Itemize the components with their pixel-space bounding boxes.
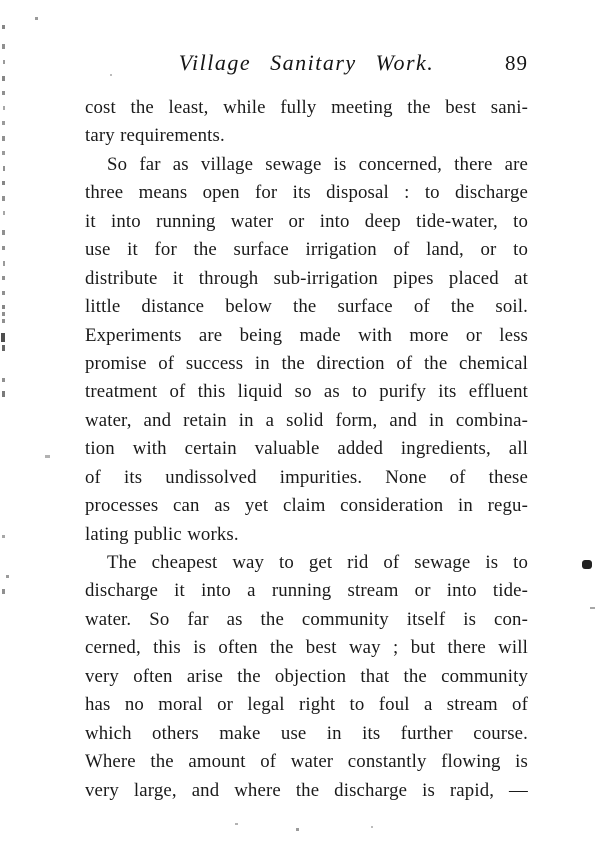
text-line: cerned, this is often the best way ; but there will [85,637,528,659]
scan-speck [2,291,5,295]
scan-speck [2,305,5,309]
text-line: So far as village sewage is concerned, there are [107,153,528,175]
text-line: processes can as yet claim consideration in regu- [85,495,528,517]
running-head [85,50,528,84]
ink-blot [582,560,592,569]
scan-speck [3,106,5,110]
scan-speck [2,391,5,397]
scan-speck [3,60,5,64]
scan-speck [2,319,5,323]
scan-speck [2,230,5,235]
text-line: treatment of this liquid so as to purify its effluent [85,381,528,403]
scan-speck [2,535,5,538]
text-line: which others make use in its further course. [85,722,528,744]
page-number: 89 [505,51,528,75]
text-line: three means open for its disposal : to discharge [85,182,528,204]
scan-speck [2,121,5,125]
text-line: very large, and where the discharge is rapid, — [85,779,528,801]
scan-speck [3,211,5,215]
text-line: lating public works. [85,523,239,545]
scan-speck [371,826,373,828]
scan-speck [2,246,5,250]
scan-speck [2,345,5,351]
text-line: has no moral or legal right to foul a stream of [85,694,528,716]
text-line: Experiments are being made with more or less [85,324,528,346]
scan-speck [2,76,5,81]
scan-speck [35,17,38,20]
scan-speck [235,823,238,825]
text-line: tary requirements. [85,125,225,147]
scan-speck [2,44,5,49]
text-line: water. So far as the community itself is con- [85,608,528,630]
text-line: it into running water or into deep tide-water, to [85,210,528,232]
text-line: tion with certain valuable added ingredients, all [85,438,528,460]
scan-speck [3,261,5,266]
scan-speck [590,607,595,609]
text-line: very often arise the objection that the community [85,665,528,687]
scan-speck [2,151,5,155]
text-line: discharge it into a running stream or into tide- [85,580,528,602]
text-line: water, and retain in a solid form, and in combina- [85,409,528,431]
scan-speck [2,312,5,316]
scan-speck [2,181,5,185]
scan-speck [2,136,5,141]
text-line: cost the least, while fully meeting the best sani- [85,97,528,118]
running-head-title: Village Sanitary Work. [178,50,435,75]
scan-speck [3,166,5,171]
scan-speck [2,589,5,594]
scan-speck [2,25,5,29]
scan-speck [2,276,5,280]
text-line: promise of success in the direction of the chemical [85,352,528,374]
text-line: of its undissolved impurities. None of these [85,466,528,488]
text-line: The cheapest way to get rid of sewage is to [107,552,528,573]
scan-speck [2,378,5,382]
scan-speck [45,455,50,458]
scan-speck [2,91,5,95]
text-line: Where the amount of water constantly flowing is [85,751,528,773]
scan-speck [2,196,5,201]
scan-speck [296,828,299,831]
text-line: use it for the surface irrigation of land, or to [85,239,528,261]
text-line: distribute it through sub-irrigation pipes placed at [85,267,528,289]
scan-speck [1,333,5,342]
scan-speck [6,575,9,578]
text-block [85,94,528,805]
text-line: little distance below the surface of the soil. [85,296,528,318]
